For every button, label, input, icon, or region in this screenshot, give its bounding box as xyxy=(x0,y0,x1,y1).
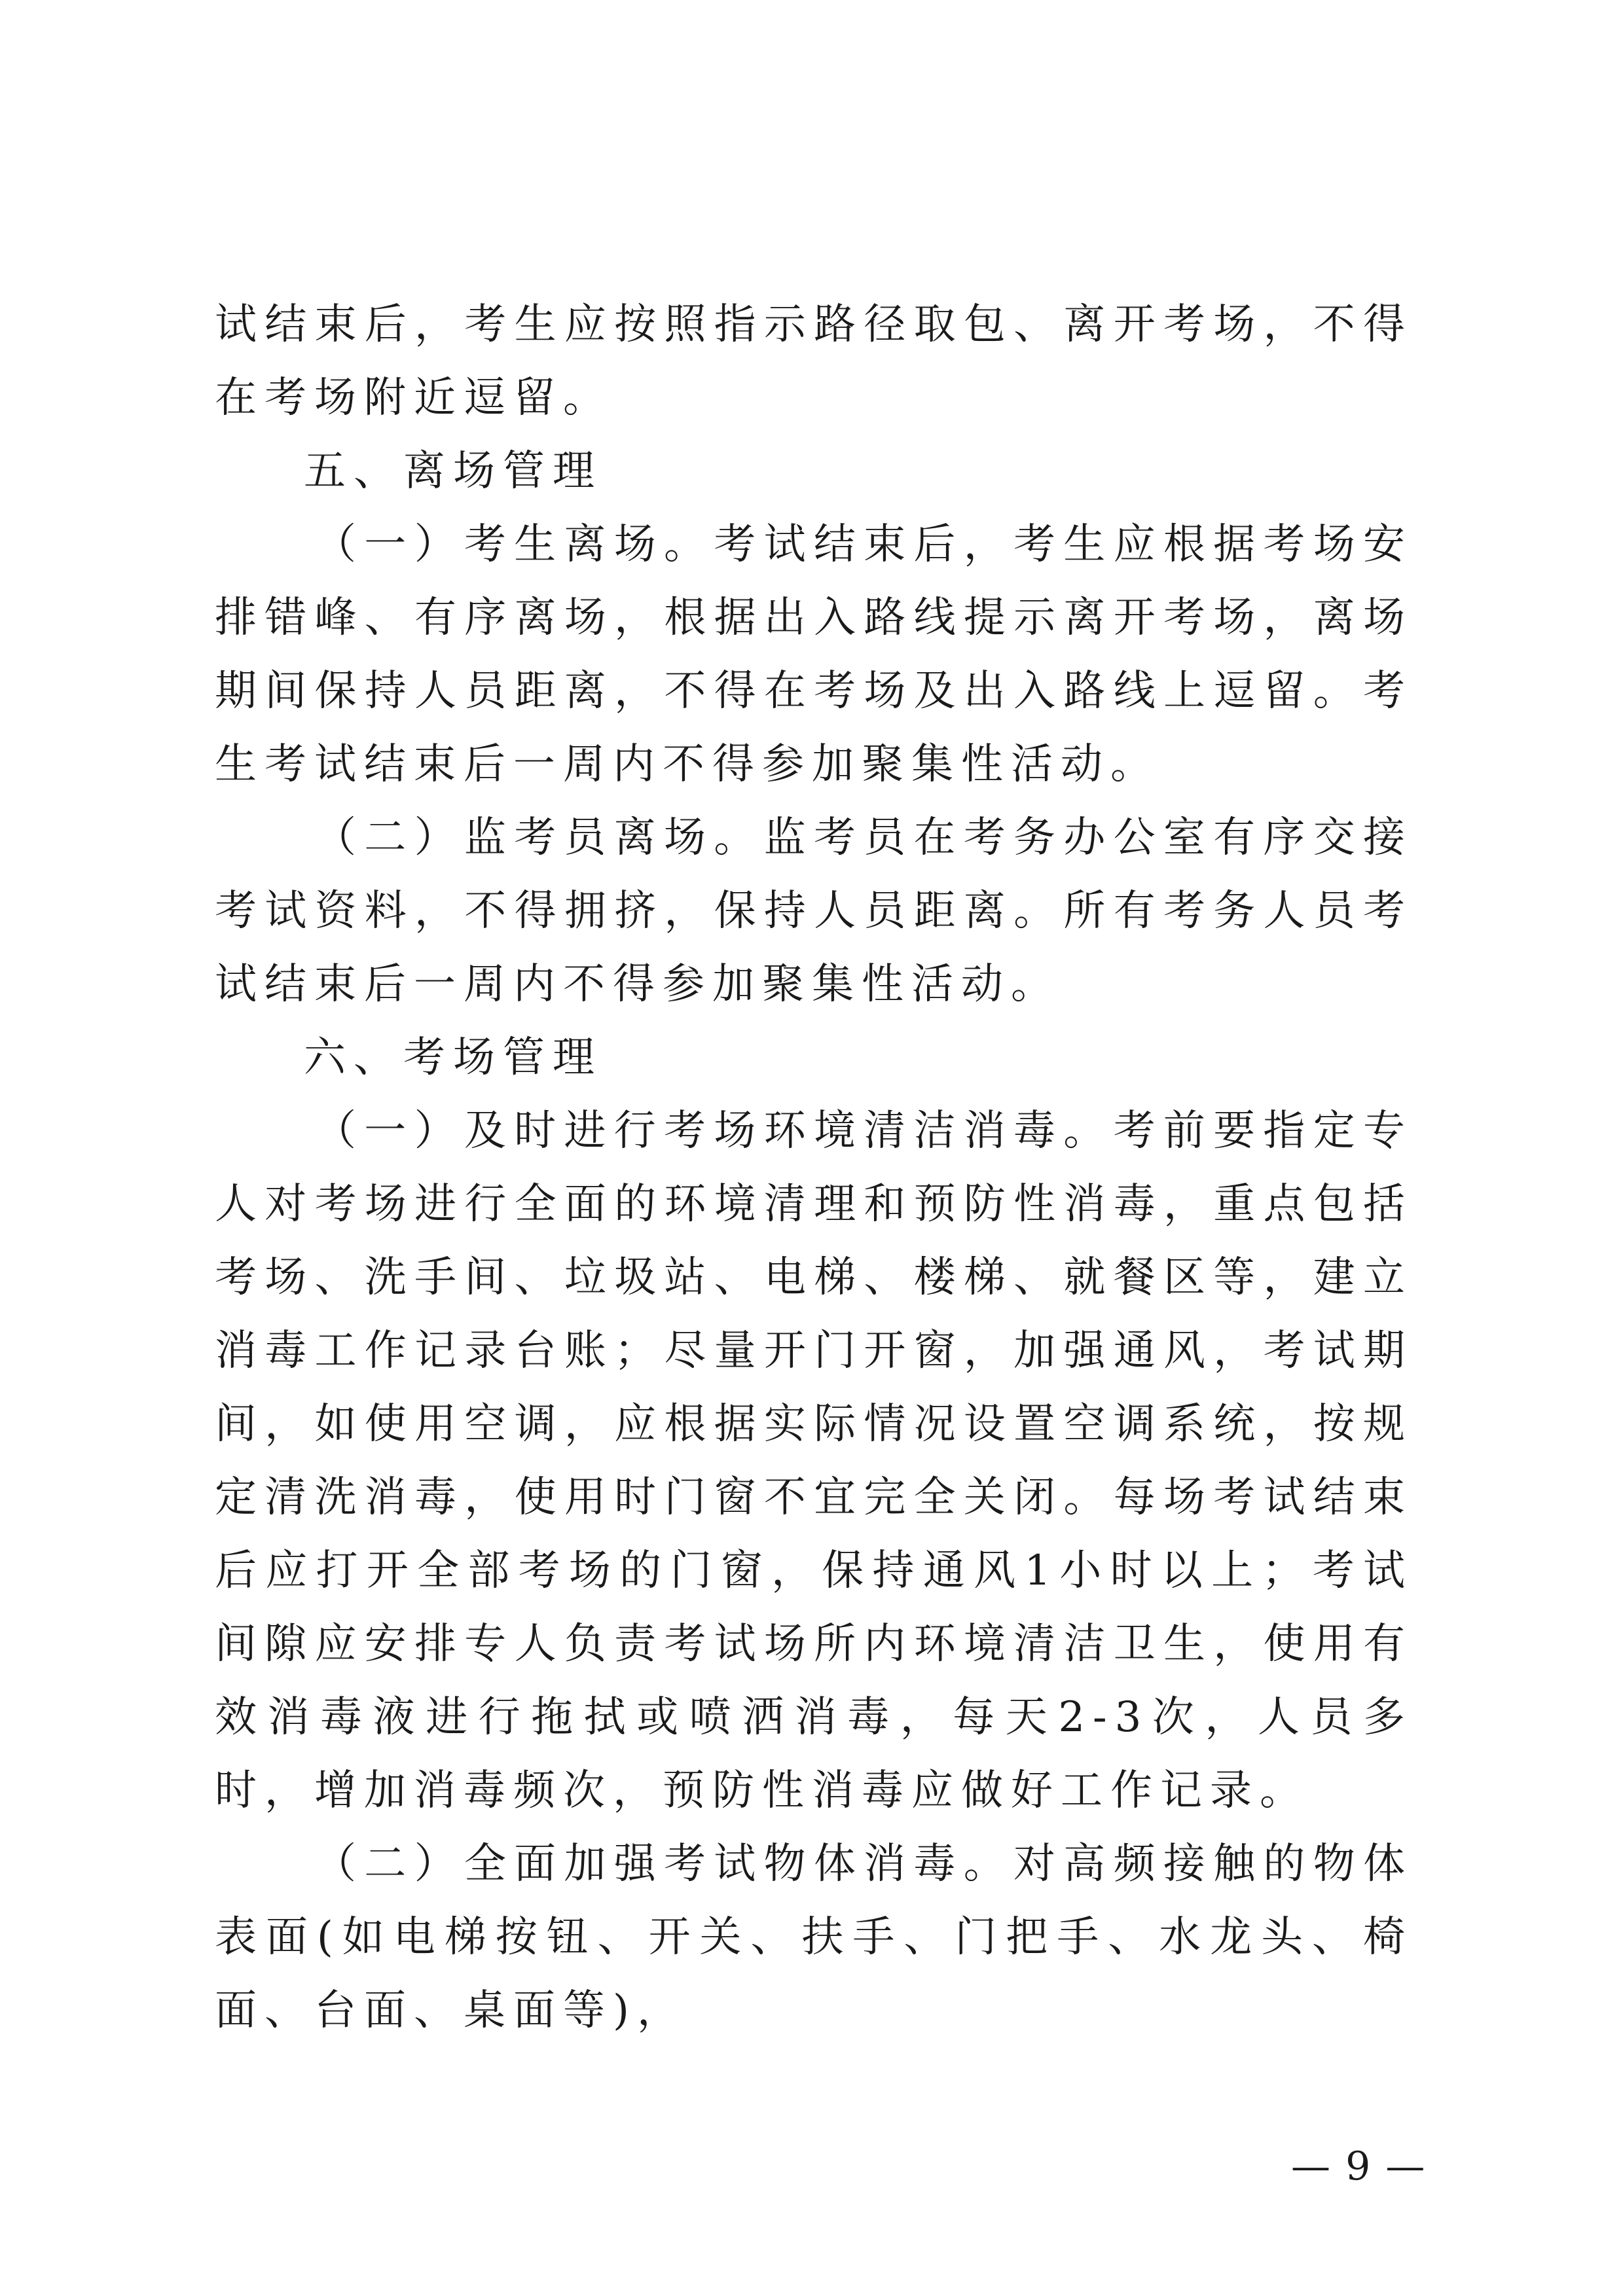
paragraph-continuation: 试结束后，考生应按照指示路径取包、离开考场，不得在考场附近逗留。 xyxy=(215,300,1413,422)
page-number: — 9 — xyxy=(1291,2144,1427,2189)
paragraph-object-disinfection: （二）全面加强考试物体消毒。对高频接触的物体表面(如电梯按钮、开关、扶手、门把手、水龙头、椅面、台面、桌面等)， xyxy=(215,1840,1413,2035)
section-heading-5: 五、离场管理 xyxy=(304,447,602,495)
paragraph-invigilator-leaving: （二）监考员离场。监考员在考务办公室有序交接考试资料，不得拥挤，保持人员距离。所有考务人员考试结束后一周内不得参加聚集性活动。 xyxy=(215,814,1413,1009)
section-heading-6: 六、考场管理 xyxy=(304,1033,602,1082)
paragraph-candidate-leaving: （一）考生离场。考试结束后，考生应根据考场安排错峰、有序离场，根据出入路线提示离开考场，离场期间保持人员距离，不得在考场及出入路线上逗留。考生考试结束后一周内不得参加聚集性活动。 xyxy=(215,520,1413,789)
document-body xyxy=(215,288,1413,2047)
paragraph-venue-disinfection: （一）及时进行考场环境清洁消毒。考前要指定专人对考场进行全面的环境清理和预防性消毒，重点包括考场、洗手间、垃圾站、电梯、楼梯、就餐区等，建立消毒工作记录台账；尽量开门开窗，加强通风，考试期间，如使用空调，应根据实际情况设置空调系统，按规定清洗消毒，使用时门窗不宜完全关闭。每场考试结束后应打开全部考场的门窗，保持通风1小时以上；考试间隙应安排专人负责考试场所内环境清洁卫生，使用有效消毒液进行拖拭或喷洒消毒，每天2-3次，人员多时，增加消毒频次，预防性消毒应做好工作记录。 xyxy=(215,1107,1413,1815)
